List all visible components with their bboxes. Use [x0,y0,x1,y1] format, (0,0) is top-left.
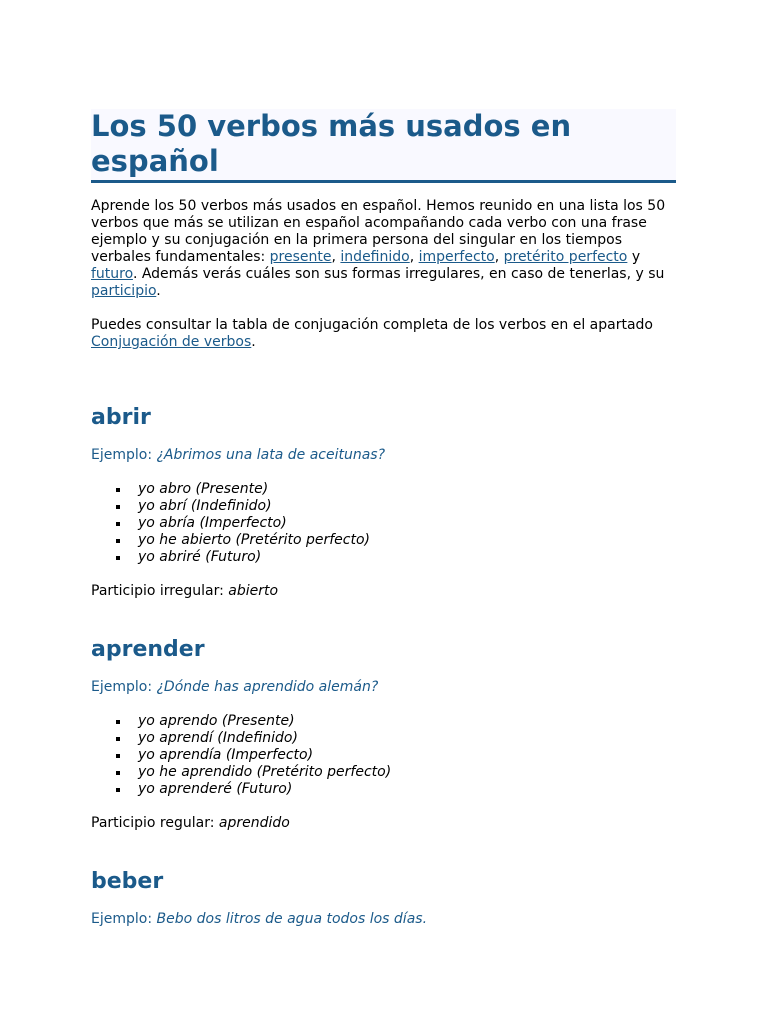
conjugation-list [91,481,681,566]
intro-text-2: . Además verás cuáles son sus formas irregulares, en caso de tenerlas, y su [132,266,665,282]
verb-example [91,911,681,928]
participle-value: aprendido [218,815,290,831]
verb-section-aprender [91,637,681,832]
example-label: Ejemplo: [91,911,157,927]
conjugation-item: yo abrí (Indefinido) [138,498,681,515]
participle-line [91,583,681,600]
example-sentence: ¿Abrimos una lata de aceitunas? [156,447,386,463]
intro2-text-2: . [251,334,256,350]
intro-sep-1: , [331,249,341,265]
conjugation-item: yo he abierto (Pretérito perfecto) [138,532,681,549]
verb-heading: aprender [91,637,205,662]
participle-label: Participio irregular: [91,583,229,599]
intro2-text-1: Puedes consultar la tabla de conjugación completa de los verbos en el apartado [91,317,653,333]
example-label: Ejemplo: [91,447,157,463]
verb-heading: beber [91,869,164,894]
conjugation-list [91,713,681,798]
link-preterito-perfecto[interactable]: pretérito perfecto [503,249,628,265]
intro-sep-4: y [627,249,641,265]
example-sentence: ¿Dónde has aprendido alemán? [156,679,379,695]
link-indefinido[interactable]: indefinido [340,249,410,265]
verb-example [91,447,681,464]
intro-sep-2: , [409,249,419,265]
verb-section-beber [91,869,681,928]
link-conjugacion-de-verbos[interactable]: Conjugación de verbos [91,334,252,350]
participle-line [91,815,681,832]
conjugation-item: yo abría (Imperfecto) [138,515,681,532]
link-presente[interactable]: presente [269,249,332,265]
intro-paragraph-2 [91,317,681,351]
title-box [91,109,676,183]
example-sentence: Bebo dos litros de agua todos los días. [156,911,428,927]
intro-section [91,198,681,351]
conjugation-item: yo he aprendido (Pretérito perfecto) [138,764,681,781]
intro-sep-3: , [494,249,504,265]
conjugation-item: yo aprendo (Presente) [138,713,681,730]
conjugation-item: yo aprenderé (Futuro) [138,781,681,798]
participle-value: abierto [228,583,279,599]
intro-text-3: . [156,283,161,299]
link-participio[interactable]: participio [91,283,157,299]
conjugation-item: yo aprendía (Imperfecto) [138,747,681,764]
intro-paragraph [91,198,681,300]
verb-section-abrir [91,405,681,600]
example-label: Ejemplo: [91,679,157,695]
conjugation-item: yo abriré (Futuro) [138,549,681,566]
conjugation-item: yo aprendí (Indefinido) [138,730,681,747]
verb-heading: abrir [91,405,151,430]
link-futuro[interactable]: futuro [91,266,133,282]
verb-example [91,679,681,696]
participle-label: Participio regular: [91,815,219,831]
link-imperfecto[interactable]: imperfecto [418,249,495,265]
page-title: Los 50 verbos más usados en español [91,109,572,178]
conjugation-item: yo abro (Presente) [138,481,681,498]
intro-text-1: Aprende los 50 verbos más usados en español. Hemos reunido en una lista los 50 verbos que más se utilizan en español acompañando cada verbo con una frase ejemplo y su conjugación en la primera persona del singular en los tiempos verbales fundamentales: [91,198,666,265]
